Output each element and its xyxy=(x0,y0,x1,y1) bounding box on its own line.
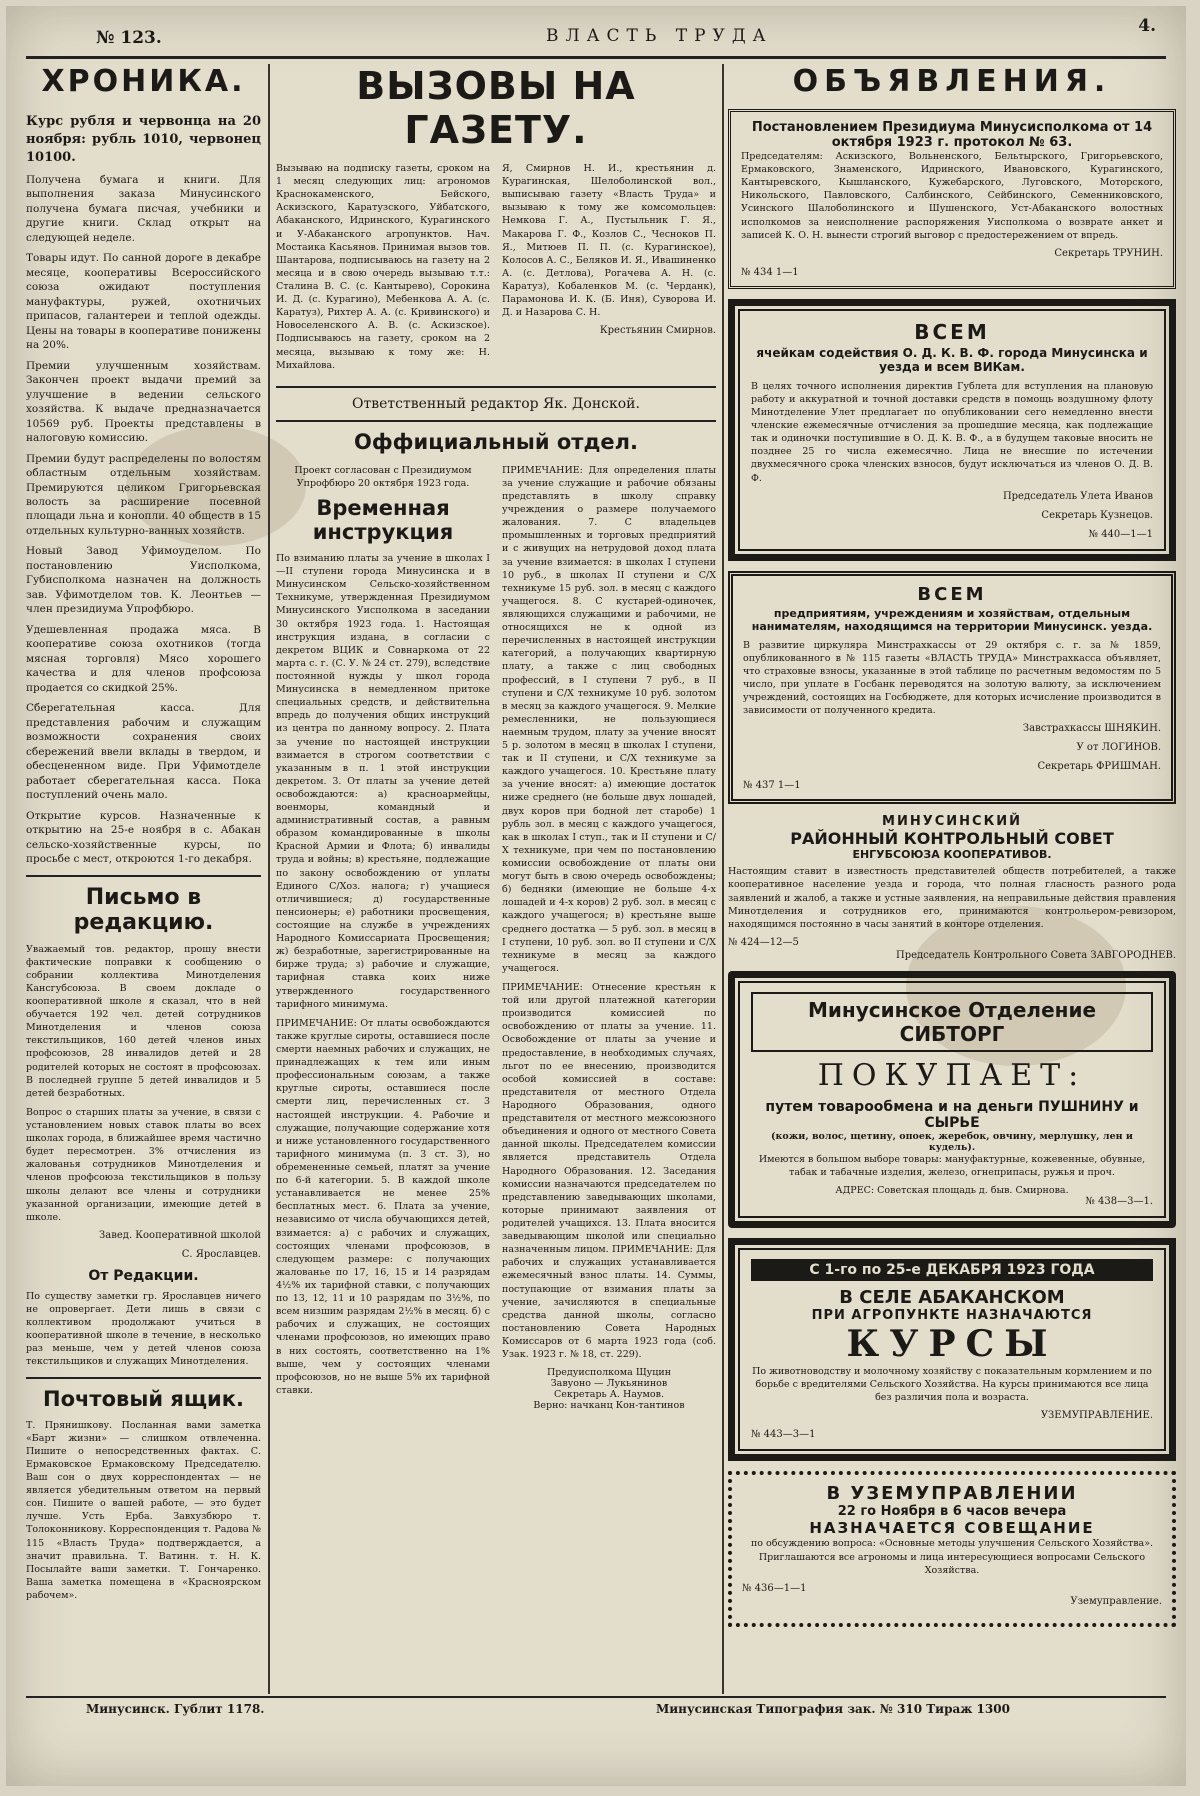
masthead xyxy=(26,16,1166,59)
column-divider xyxy=(268,64,270,1694)
ad-signature: Завстрахкассы ШНЯКИН. xyxy=(1022,723,1161,735)
ad-signature: У от ЛОГИНОВ. xyxy=(1076,742,1161,754)
ad-courses xyxy=(728,1238,1176,1461)
ad-heading: ВСЕМ xyxy=(914,319,990,344)
ad-subheading: предприятиям, учреждениям и хозяйствам, отдельным нанимателям, находящимся на территории Минусинск. уезда. xyxy=(751,606,1153,633)
ad-number: № 424—12—5 xyxy=(728,936,799,948)
ad-place: В СЕЛЕ АБАКАНСКОМ xyxy=(839,1287,1065,1309)
ad-sibtorg xyxy=(728,971,1176,1228)
ad-number: № 436—1—1 xyxy=(742,1582,807,1594)
calls-signature: Крестьянин Смирнов. xyxy=(599,325,716,337)
right-column xyxy=(728,64,1176,1684)
instruction-text: По взиманию платы за учение в школах I—II ступени города Минусинска и в Минусинском Сельско-хозяйственном Техникуме, утвержденная Президиумом Минусинского Уисполкома в заседании 30 октября 1923 года. 1. Настоящая инструкция издана, в согласии с декретом ВЦИК и Совнаркома от 22 марта с. г. (С. У. № 24 ст. 279), вследствие постоянной нужды у школ города Минусинска в немедленном притоке специальных средств, и действительна впредь до получения общих инструкций из центра по данному вопросу. 2. Плата за учение по настоящей инструкции взимается в строгом соответствии с указанным в п. 1 этой инструкции декретом. 3. От платы за учение детей освобождаются: а) красноармейцы, военморы, командный и административный состав, а равным образом командированные в школы Красной Армии и Флота; б) инвалиды труда и войны; в) крестьяне, подлежащие по закону освобождению от уплаты Единого С/Хоз. налога; г) учащиеся отличившиеся; д) государственные пенсионеры; е) работники просвещения, состоящие на службе в учреждениях Народного Комиссариата Просвещения; ж) безработные, зарегистрированные на бирже труда; з) рабочие и служащие, тарифная ставка коих ниже утвержденного государственного тарифного минимума. xyxy=(276,552,490,1010)
instruction-signature: Верно: начканц Кон-тантинов xyxy=(533,1400,685,1412)
ad-big-word: КУРСЫ xyxy=(846,1323,1058,1366)
left-column xyxy=(26,64,261,1684)
section-rule xyxy=(276,386,716,388)
instruction-signature: Завуоно — Лукьянинов xyxy=(550,1378,668,1390)
instruction-text: ПРИМЕЧАНИЕ: Для определения платы за учение служащие и рабочие обязаны представлять в школу справку учреждения о размере получаемого жалования. 7. С владельцев промышленных и торговых предприятий и с живущих на нетрудовой доход плата за учение взимается: в школах I ступени 10 руб., в школах II ступени и С/Х техникуме 15 руб. зол. в месяц с каждого учащегося. 8. С кустарей-одиночек, являющихся служащими и рабочими, не относящихся не к одной из перечисленных в настоящей инструкции категорий, а получающих квартирную плату, а также с лиц свободных профессий, в I ступени 7 руб., в II ступени и С/Х техникуме 10 руб. золотом в месяц за каждого учащегося. 9. Мелкие ремесленники, не пользующиеся наемным трудом, плату за учение вносят 5 р. золотом в месяц в школах I ступени, так и II ступени, и С/Х техникуме за каждого учащегося. 10. Крестьяне плату за учение вносят: а) имеющие достаток ниже среднего (не больше двух лошадей, двух коров при бодной лет старобе) 1 рубль зол. в месяц с каждого учащегося, как в школах I ступ., так и II ступени и С/Х техникуме, при чем по постановлению комиссии освобождение от платы они могут быть в свою очередь освобождены; б) бедняки (имеющие не больше 4-х лошадей и 4-х коров) 2 руб. зол. в месяц с каждого учащегося; в) крестьяне выше среднего достатка — 5 руб. зол. в месяц в I ступени, 10 руб. зол. во II ступени и С/Х техникуме в месяц за каждого учащегося. xyxy=(502,464,716,974)
letter-text: Уважаемый тов. редактор, прошу внести фактические поправки к сообщению о собрании коллектива Минотделения Кансгубсоюза. В своем докладе о кооперативной школе я сказал, что в ней обучается 192 чел. детей сотрудников Минотделения и членов союза текстильщиков, 160 детей членов иных профсоюзов, 28 инвалидов детей и 28 родителей которых не состоят в профсоюзах. В последней группе 5 детей инвалидов и 5 детей безработных. xyxy=(26,943,261,1099)
instruction-signature: Предуисполкома Щуцин xyxy=(546,1367,672,1379)
letter-text: Вопрос о старших платы за учение, в связи с установлением новых ставок платы во всех школах города, в ближайшее время частично будет пересмотрен. 3% отчисления из жалованья сотрудников Минотделения и членов профсоюза текстильщиков в пользу школы делают все члены и сотрудники указанной организации, имеющие детей в школе. xyxy=(26,1106,261,1223)
ad-signature: Секретарь ФРИШМАН. xyxy=(1037,761,1161,773)
official-heading: Оффициальный отдел. xyxy=(353,429,639,454)
newspaper-page xyxy=(6,6,1186,1786)
project-note: Проект согласован с Президиумом Упрофбюро 20 октября 1923 года. xyxy=(294,464,472,489)
news-item: Удешевленная продажа мяса. В кооперативе союза охотников (тогда мясная торговля) Мясо хорошего качества и для членов профсоюза продается со скидкой 25%. xyxy=(26,623,261,694)
ad-heading: Постановлением Президиума Минусисполкома от 14 октября 1923 г. протокол № 63. xyxy=(751,120,1153,150)
mailbox-text: Т. Прянишкову. Посланная вами заметка «Барт жизни» — слишком отвлеченна. Пишите о непосредственных фактах. С. Ермаковское Ермаковскому Председателю. Ваш сон о двух корреспондентах — не является убедительным ответом на первый сон. Пишите о вашей работе, — это будет лучше. Усть Ерба. Завхузбюро т. Толоконникову. Корреспонденция т. Радова № 115 «Власть Труда» подтверждается, а значит правильна. Т. Ватинн. т. Н. К. Посылайте ваши заметки. Т. Гончаренко. Ваша заметка помещена в «Красноярском рабочем». xyxy=(26,1419,261,1601)
calls-text-a: Вызываю на подписку газеты, сроком на 1 месяц следующих лиц: агрономов Краснокаменского, Бейского, Аскизского, Каратузского, Уйбатского, Абаканского, Идринского, Курагинского и У-Абаканского агропунктов. Нач. Мостаика Касьянов. Принимая вызов тов. Шантарова, подписываюсь на газету на 2 месяца и в свою очередь вызываю т.т.: Сталина В. С. (с. Кантырево), Сорокина И. Д. (с. Курагино), Мебенкова А. А. (с. Каратуз), Рихтер А. А. (с. Кривинского) и Новоселенского А. В. (с. Аскизское). Подписываюсь на газету, сроком на 2 месяца, вызываю к тому же: Н. Михайлова. xyxy=(276,163,490,371)
news-item: Получена бумага и книги. Для выполнения заказа Минусинского получена бумага писчая, учебники и другие книги. Склад открыт на следующей неделе. xyxy=(26,173,261,244)
ad-signature: Председатель Улета Иванов xyxy=(1002,490,1153,502)
mailbox-heading: Почтовый ящик. xyxy=(43,1386,244,1411)
news-item: Открытие курсов. Назначенные к открытию на 25-е ноября в с. Абакан сельско-хозяйственные курсы, по просьбе с мест, откроются 1-го декабря. xyxy=(26,809,261,866)
letter-signature-name: С. Ярославцев. xyxy=(181,1248,261,1260)
instruction-heading: Временная инструкция xyxy=(312,495,454,544)
ad-number: № 443—3—1 xyxy=(751,1429,816,1441)
instruction-section xyxy=(276,464,716,1411)
instruction-signature: Секретарь А. Наумов. xyxy=(554,1389,664,1401)
ad-heading: ВСЕМ xyxy=(917,583,987,605)
section-rule xyxy=(26,875,261,877)
ad-control-council xyxy=(728,814,1176,961)
instruction-text: ПРИМЕЧАНИЕ: Отнесение крестьян к той или другой платежной категории производится комиссией по освобождению от платы за учение. 11. Освобождение от платы за учение и предоставление, в необходимых случаях, льгот по ее внесению, производится особой комиссией в составе: представителя от местного Отдела Народного Образования, одного представителя от местного межсоюзного объединения и одного от местного Совета данной школы. Председателем комиссии является представитель Отдела Народного Образования. 12. Заседания комиссии назначаются председателем по представлению заведывающих школами, которые принимают заявления от родителей учащихся. 13. Плата вносится заведывающим школой или специально назначенным лицом. ПРИМЕЧАНИЕ: Для рабочих и служащих устанавливается ежемесячный взнос платы. 14. Суммы, поступающие от взимания платы за учение, зачисляются в специальные средства данной школы, согласно постановлению Совета Народных Комиссаров от 6 марта 1923 года (соб. Узак. 1923 г. № 18, ст. 229). xyxy=(502,982,716,1361)
ads-heading: ОБЪЯВЛЕНИЯ. xyxy=(792,64,1112,99)
news-item: Товары идут. По санной дороге в декабре месяце, кооперативы Всероссийского союза ожидают поступления мануфактуры, ружей, охотничьих припасов, галантереи и теплой одежды. Цены на товары в кооперативе понижены на 20%. xyxy=(26,252,261,352)
section-rule xyxy=(26,1377,261,1379)
calls-text-b: Я, Смирнов Н. И., крестьянин д. Курагинская, Шелоболинской вол., выписываю газету «Власть Труда» и вызываю к тому же комсомольцев: Немкова Г. А., Пустыльник Г. Я., Макарова Г. Ф., Козлов С., Чесноков П. Я., Митюев П. П. (с. Курагинское), Колосов А. С., Беляков И. Я., Ивашиненко А. (с. Детлова), Рогачева А. Н. (с. Каратуз), Кобаленков М. (с. Черданк), Парамонова И. К. (Б. Иня), Суворова И. Д. и Назарова С. Н. xyxy=(502,163,716,319)
exchange-rate: Курс рубля и червонца на 20 ноября: рубль 1010, червонец 10100. xyxy=(26,114,261,165)
calls-section xyxy=(276,162,716,378)
letter-signature-role: Завед. Кооперативной школой xyxy=(99,1229,261,1241)
ad-signature: Секретарь ТРУНИН. xyxy=(1054,247,1163,259)
news-item: Новый Завод Уфимоуделом. По постановлению Уисполкома, Губисполкома назначен на должность зав. Уфимотделом тов. К. Леонтьев — член президиума Упрофбюро. xyxy=(26,545,261,616)
ad-subheading: ЕНГУБСОЮЗА КООПЕРАТИВОВ. xyxy=(852,848,1052,862)
footer-printer: Минусинская Типография зак. № 310 Тираж 1300 xyxy=(656,1702,1010,1716)
ad-heading: МИНУСИНСКИЙ xyxy=(882,814,1022,830)
ad-big-word: ПОКУПАЕТ: xyxy=(817,1057,1087,1093)
ad-text: В целях точного исполнения директив Гублета для вступления на плановую работу и аккуратной и точной доставки средств в помощь воздушному флоту Минотделение Улет предлагает по опубликовании сего немедленно внести членские ежемесячные отчисления за прошедшие месяца, как подлежащие так и одиночки поступившие в О. Д. К. В. Ф., а в будущем таковые вносить не позднее 25 го числа ежемесячно. Лица не внесшие по истечении двухмесячного срока членских взносов, будут исключаться из членов О. Д. В. Ф. xyxy=(751,380,1153,484)
ad-text: В развитие циркуляра Минстрахкассы от 29 октября с. г. за № 1859, опубликованного в № 115 газеты «ВЛАСТЬ ТРУДА» Минстрахкасса объявляет, что страховые взносы, указанные в этой таблице по расчетным ведомостям по 5 число, при уплате в Госбанк переводятся на золотую валюту, за исключением учреждений, состоящих на Госбюджете, для которых исчисление производится в зависимости от полученного кредита. xyxy=(743,639,1161,717)
news-item: Премии будут распределены по волостям областным отдельным хозяйствам. Премируются целиком Григорьевская волость за расширение посевной площади льна и конопли. 40 обществ в 15 отдельных культурно-ванных хозяйств. xyxy=(26,452,261,537)
ad-line: ПРИ АГРОПУНКТЕ НАЗНАЧАЮТСЯ xyxy=(811,1308,1093,1324)
ad-text: Председателям: Аскизского, Вольненского, Бельтырского, Григорьевского, Ермаковского, Знаменского, Идринского, Ивановского, Курагинского, Кантыревского, Кышланского, Кужебарского, Луговского, Моторского, Никольского, Павловского, Салбинского, Сейбинского, Семенниковского, Усинского Шалоболинского и Шушенского, Уст-Абаканского волостных исполкомов за неисполнение распоряжения Уисполкома о возврате анкет и записей К. О. Н. вынести строгий выговор с предостережением от впредь. xyxy=(741,151,1163,241)
ad-number: № 434 1—1 xyxy=(741,266,799,278)
ad-meeting xyxy=(728,1471,1176,1626)
news-item: Сберегательная касса. Для представления рабочим и служащим возможности сохранения своих сбережений ввели вклады в твердом, и обесцененном виде. При Уфимотделе работает сберегательная касса. Пока поступлений очень мало. xyxy=(26,702,261,802)
ad-address: АДРЕС: Советская площадь д. быв. Смирнова. xyxy=(835,1185,1069,1197)
ad-signature: УЗЕМУПРАВЛЕНИЕ. xyxy=(1040,1410,1153,1422)
page-number: 4. xyxy=(1138,16,1156,36)
ad-items: (кожи, волос, щетину, опоек, жеребок, овчину, мерлушку, лен и кудель). xyxy=(771,1130,1133,1153)
ad-insurance xyxy=(728,571,1176,805)
editor-note-heading: От Редакции. xyxy=(88,1267,199,1284)
newspaper-title: ВЛАСТЬ ТРУДА xyxy=(546,26,773,46)
ad-line: путем товарообмена и на деньги ПУШНИНУ и СЫРЬЕ xyxy=(765,1098,1139,1131)
ad-subheading: ячейкам содействия О. Д. К. В. Ф. города Минусинска и уезда и всем ВИКам. xyxy=(756,345,1148,374)
ad-heading: РАЙОННЫЙ КОНТРОЛЬНЫЙ СОВЕТ xyxy=(790,829,1114,849)
ad-text: По животноводству и молочному хозяйству с показательным кормлением и по борьбе с вредителями Сельского Хозяйства. На курсы принимаются все лица без различия пола и возраста. xyxy=(752,1366,1152,1404)
page-footer xyxy=(26,1696,1166,1724)
news-item: Премии улучшенным хозяйствам. Закончен проект выдачи премий за улучшение в ведении сельского хозяйства. К выдаче предназначается 10569 руб. Проекты представлены в налоговую комиссию. xyxy=(26,359,261,445)
ad-signature: Секретарь Кузнецов. xyxy=(1041,509,1153,521)
middle-column xyxy=(276,64,716,1684)
ad-signature: Уземуправление. xyxy=(1070,1595,1162,1607)
editor-note-text: По существу заметки гр. Ярославцев ничего не опровергает. Дети лишь в связи с коллективом продолжают учиться в кооперативной школе в течение, в несколько раз меньше, чем у детей членов союза текстильщиков и служащих Минотделения. xyxy=(26,1290,261,1368)
responsible-editor: Ответственный редактор Як. Донской. xyxy=(352,395,640,412)
ad-dates: С 1-го по 25-е ДЕКАБРЯ 1923 ГОДА xyxy=(751,1259,1153,1281)
ad-heading: Минусинское Отделение СИБТОРГ xyxy=(751,992,1153,1052)
ad-presidium-resolution xyxy=(728,109,1176,289)
chronicle-heading: ХРОНИКА. xyxy=(41,64,246,99)
issue-number: № 123. xyxy=(96,28,162,48)
instruction-text: ПРИМЕЧАНИЕ: От платы освобождаются также круглые сироты, оставшиеся после смерти наемных рабочих и служащих, не принадлежащих к тем или иным профессиональным союзам, а также круглые сироты, оставшиеся после смерти лиц, перечисленных ст. 3 настоящей инструкции. 4. Рабочие и служащие, получающие содержание хотя и ниже установленного государственного тарифного минимума (п. 3 ст. 3), но обремененные семьей, платят за учение по 6-й категории. 5. В каждой школе устанавливается не менее 25% бесплатных мест. 6. Плата за учение, независимо от числа обучающихся детей, взимается: а) с рабочих и служащих, состоящих членами профсоюзов, в следующем размере: с получающих жалованье по 17, 16, 15 и 14 разрядам 4½% их тарифной ставки, с получающих по 13, 12, 11 и 10 разрядам по 3½%, по всем низшим разрядам 2½% в месяц. б) с рабочих и служащих, не состоящих членами профсоюзов, но имеющих право в них состоять, соответственно на 1% выше, чем у состоящих членами профсоюзов, но не выше 5% их тарифной ставки. xyxy=(276,1017,490,1396)
ad-number: № 438—3—1. xyxy=(1085,1196,1153,1208)
footer-censor: Минусинск. Гублит 1178. xyxy=(86,1702,265,1716)
ad-signature: Председатель Контрольного Совета ЗАВГОРОДНЕВ. xyxy=(895,949,1176,961)
ad-text: Имеются в большом выборе товары: мануфактурные, кожевенные, обувные, табак и табачные изделия, железо, огнеприпасы, ружья и проч. xyxy=(758,1153,1146,1178)
ad-number: № 440—1—1 xyxy=(1088,528,1153,540)
section-rule xyxy=(276,420,716,422)
ad-big-word: НАЗНАЧАЕТСЯ СОВЕЩАНИЕ xyxy=(809,1519,1095,1538)
ad-text: Настоящим ставит в известность представителей обществ потребителей, а также кооперативное население уезда и города, что полная гласность разного рода заявлений и жалоб, а также и устные заявления, на неправильные действия правления Минотделения и сотрудников его, принимаются контрольером-ревизором, находящимся постоянно в часы занятий в конторе отделения. xyxy=(728,866,1176,930)
ad-number: № 437 1—1 xyxy=(743,780,801,792)
ad-aviation-society xyxy=(728,299,1176,561)
ad-time: 22 го Ноября в 6 часов вечера xyxy=(837,1504,1067,1520)
column-divider xyxy=(722,64,724,1694)
calls-heading: ВЫЗОВЫ НА ГАЗЕТУ. xyxy=(356,64,636,152)
ad-text: по обсуждению вопроса: «Основные методы улучшения Сельского Хозяйства». Приглашаются все агрономы и лица интересующиеся вопросами Сельского Хозяйства. xyxy=(750,1538,1154,1576)
ad-heading: В УЗЕМУПРАВЛЕНИИ xyxy=(826,1483,1078,1505)
letter-heading: Письмо в редакцию. xyxy=(73,884,214,935)
